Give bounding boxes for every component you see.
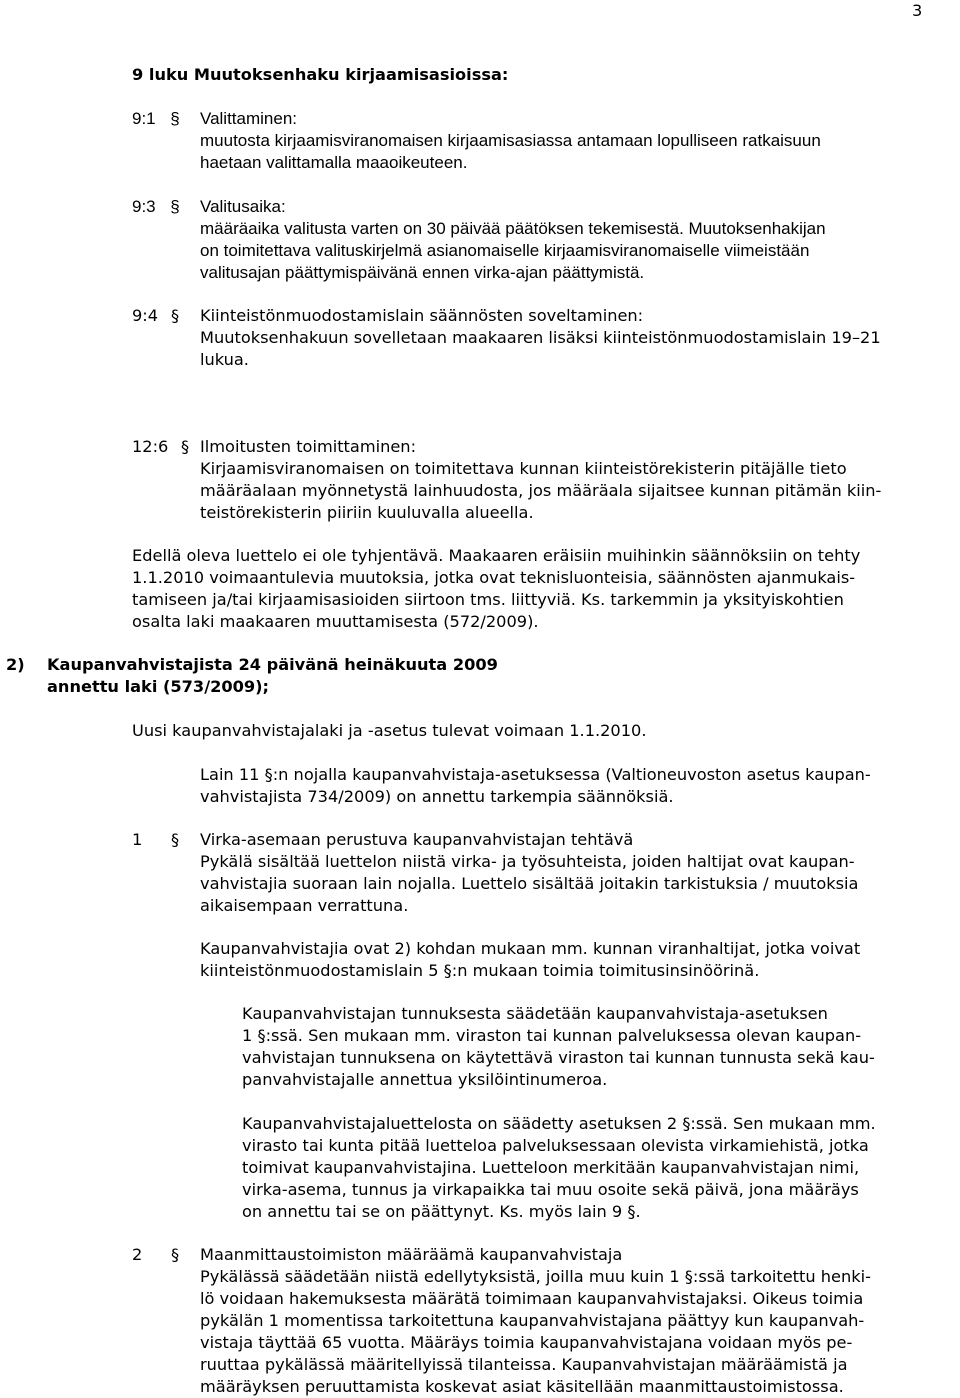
section-number: 1 (132, 830, 143, 849)
intro-line: Uusi kaupanvahvistajalaki ja -asetus tulevat voimaan 1.1.2010. (132, 721, 647, 740)
indent-line (242, 1113, 876, 1135)
heading-number: 2) (6, 655, 25, 674)
lain-11-pre: Lain 11 (200, 765, 260, 784)
indent-line: panvahvistajalle annettua yksilöintinumeroa. (242, 1070, 608, 1089)
section-sign: § (170, 1245, 180, 1264)
text-fragment: :ssä. Sen mukaan mm. viraston tai kunnan palveluksessa olevan kaupan- (265, 1026, 862, 1045)
note-line: tamiseen ja/tai kirjaamisasioiden siirtoon tms. liittyviä. Ks. tarkemmin ja yksityiskohtien (132, 590, 844, 609)
section-sign: § (170, 109, 180, 128)
section-text-line: Muutoksenhakuun sovelletaan maakaaren lisäksi kiinteistönmuodostamislain 19–21 (200, 328, 881, 347)
section-text-line: ruuttaa pykälässä määritellyissä tilanteissa. Kaupanvahvistajan määräämistä ja (200, 1355, 848, 1374)
lain-11-rest: :n nojalla kaupanvahvistaja-asetuksessa (Valtioneuvoston asetus kaupan- (272, 765, 871, 784)
section-text-line: määräaika valitusta varten on 30 päivää päätöksen tekemisestä. Muutoksenhakijan (200, 219, 826, 238)
section-number: 2 (132, 1245, 143, 1264)
note-line: 1.1.2010 voimaantulevia muutoksia, jotka ovat teknisluonteisia, säännösten ajanmukais- (132, 568, 856, 587)
section-sign: § (682, 1114, 691, 1133)
indent-line (242, 1025, 861, 1047)
section-title: Virka-asemaan perustuva kaupanvahvistajan tehtävä (200, 830, 634, 849)
section-sign: § (264, 765, 273, 784)
section-text-line: lukua. (200, 350, 249, 369)
text-fragment: 1 (242, 1026, 253, 1045)
lain-11-line-1 (200, 764, 871, 786)
section-text-line: pykälän 1 momentissa tarkoitettuna kaupanvahvistajana päättyy kun kaupanvah- (200, 1311, 865, 1330)
heading-line: Kaupanvahvistajista 24 päivänä heinäkuuta 2009 (47, 655, 498, 674)
section-sign: § (180, 437, 190, 456)
text-fragment: on annettu tai se on päättynyt. Ks. myös lain 9 (242, 1202, 623, 1221)
section-number: 9:4 (132, 306, 159, 325)
section-text-line (200, 1266, 871, 1288)
section-sign: § (684, 1267, 693, 1286)
section-title: Valitusaika: (200, 197, 286, 216)
lain-11-line-2: vahvistajista 734/2009) on annettu tarkempia säännöksiä. (200, 787, 674, 806)
section-sign: § (627, 1202, 636, 1221)
indent-line: Kaupanvahvistajan tunnuksesta säädetään kaupanvahvistaja-asetuksen (242, 1004, 828, 1023)
section-text-line: määräyksen peruuttamista koskevat asiat käsitellään maanmittaustoimistossa. (200, 1377, 844, 1396)
section-number: 9:3 (132, 197, 156, 216)
section-text-line: valitusajan päättymispäivänä ennen virka-ajan päättymistä. (200, 263, 645, 282)
chapter-heading: 9 luku Muutoksenhaku kirjaamisasioissa: (132, 65, 509, 84)
section-sign: § (170, 830, 180, 849)
section-number: 12:6 (132, 437, 169, 456)
section-title: Valittaminen: (200, 109, 298, 128)
text-fragment: Kaupanvahvistajaluettelosta on säädetty asetuksen 2 (242, 1114, 678, 1133)
heading-line: annettu laki (573/2009); (47, 677, 270, 696)
section-text-line: vistaja täyttää 65 vuotta. Määräys toimia kaupanvahvistajana voidaan myös pe- (200, 1333, 853, 1352)
indent-line: vahvistajan tunnuksena on käytettävä viraston tai kunnan tunnusta sekä kau- (242, 1048, 875, 1067)
text-fragment: :ssä tarkoitettu henki- (692, 1267, 871, 1286)
note-line: Edellä oleva luettelo ei ole tyhjentävä. Maakaaren eräisiin muihinkin säännöksiin on tehty (132, 546, 861, 565)
section-title: Kiinteistönmuodostamislain säännösten soveltaminen: (200, 306, 644, 325)
page-number: 3 (912, 1, 923, 20)
section-text-line: Kaupanvahvistajia ovat 2) kohdan mukaan mm. kunnan viranhaltijat, jotka voivat (200, 939, 861, 958)
section-number: 9:1 (132, 109, 156, 128)
section-sign: § (443, 961, 452, 980)
text-fragment: Pykälässä säädetään niistä edellytyksistä, joilla muu kuin 1 (200, 1267, 680, 1286)
section-sign: § (170, 306, 180, 325)
indent-line (242, 1201, 641, 1223)
section-text-line (200, 960, 759, 982)
section-sign: § (257, 1026, 266, 1045)
section-text-line: muutosta kirjaamisviranomaisen kirjaamisasiassa antamaan lopulliseen ratkaisuun (200, 131, 821, 150)
section-text-line: aikaisempaan verrattuna. (200, 896, 409, 915)
section-text-line: on toimitettava valituskirjelmä asianomaiselle kirjaamisviranomaiselle viimeistään (200, 241, 810, 260)
text-fragment: . (635, 1202, 641, 1221)
section-text-line: Kirjaamisviranomaisen on toimitettava kunnan kiinteistörekisterin pitäjälle tieto (200, 459, 847, 478)
text-fragment: :n mukaan toimia toimitusinsinöörinä. (451, 961, 760, 980)
section-text-line: Pykälä sisältää luettelon niistä virka- ja työsuhteista, joiden haltijat ovat kaupan- (200, 852, 855, 871)
indent-line: toimivat kaupanvahvistajina. Luetteloon merkitään kaupanvahvistajan nimi, (242, 1158, 860, 1177)
section-title: Ilmoitusten toimittaminen: (200, 437, 417, 456)
section-text-line: teistörekisterin piiriin kuuluvalla alueella. (200, 503, 534, 522)
section-text-line: vahvistajia suoraan lain nojalla. Luettelo sisältää joitakin tarkistuksia / muutoksia (200, 874, 859, 893)
section-text-line: haetaan valittamalla maaoikeuteen. (200, 153, 468, 172)
note-line: osalta laki maakaaren muuttamisesta (572/2009). (132, 612, 539, 631)
indent-line: virasto tai kunta pitää luetteloa palveluksessaan olevista virkamiehistä, jotka (242, 1136, 869, 1155)
section-text-line: määräalaan myönnetystä lainhuudosta, jos määräala sijaitsee kunnan pitämän kiin- (200, 481, 882, 500)
section-sign: § (170, 197, 180, 216)
indent-line: virka-asema, tunnus ja virkapaikka tai muu osoite sekä päivä, jona määräys (242, 1180, 859, 1199)
section-title: Maanmittaustoimiston määräämä kaupanvahvistaja (200, 1245, 623, 1264)
text-fragment: kiinteistönmuodostamislain 5 (200, 961, 439, 980)
section-text-line: lö voidaan hakemuksesta määrätä toimimaan kaupanvahvistajaksi. Oikeus toimia (200, 1289, 864, 1308)
text-fragment: :ssä. Sen mukaan mm. (690, 1114, 876, 1133)
